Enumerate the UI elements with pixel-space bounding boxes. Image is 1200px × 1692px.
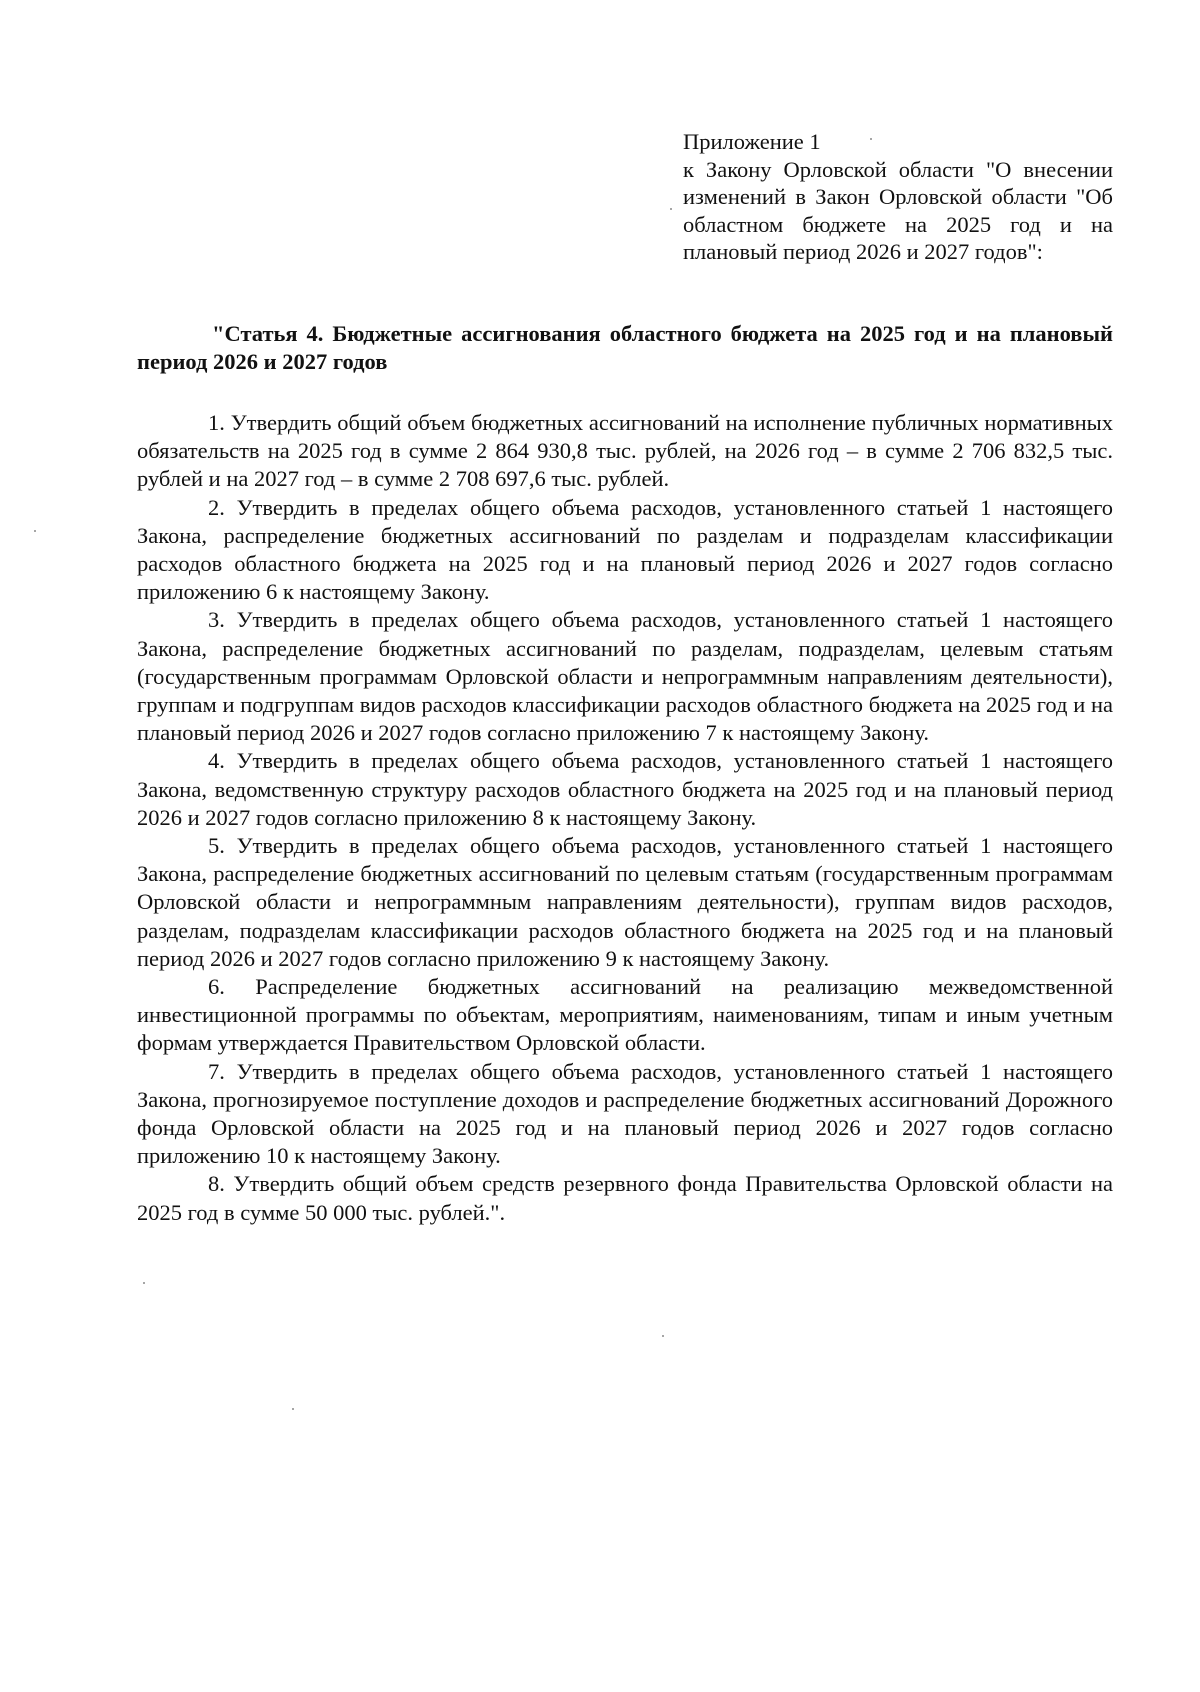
scan-speck bbox=[870, 138, 872, 140]
scan-speck bbox=[662, 1335, 664, 1337]
article-item-4: 4. Утвердить в пределах общего объема расходов, установленного статьей 1 настоящего Закона, ведомственную структуру расходов областного бюджета на 2025 год и на плановый период 2026 и 2027 годов согласно приложению 8 к настоящему Закону. bbox=[137, 748, 1113, 830]
article-block bbox=[137, 320, 1113, 1227]
article-item-6: 6. Распределение бюджетных ассигнований на реализацию межведомственной инвестиционной программы по объектам, мероприятиям, наименованиям, типам и иным учетным формам утверждается Правительством Орловской области. bbox=[137, 974, 1113, 1056]
scan-speck bbox=[292, 1408, 294, 1410]
scan-speck bbox=[34, 530, 36, 532]
article-item-2: 2. Утвердить в пределах общего объема расходов, установленного статьей 1 настоящего Закона, распределение бюджетных ассигнований по разделам и подразделам классификации расходов областного бюджета на 2025 год и на плановый период 2026 и 2027 годов согласно приложению 6 к настоящему Закону. bbox=[137, 494, 1113, 605]
article-item-7: 7. Утвердить в пределах общего объема расходов, установленного статьей 1 настоящего Закона, прогнозируемое поступление доходов и распределение бюджетных ассигнований Дорожного фонда Орловской области на 2025 год и на плановый период 2026 и 2027 годов согласно приложению 10 к настоящему Закону. bbox=[137, 1058, 1113, 1169]
attachment-text: к Закону Орловской области "О внесении изменений в Закон Орловской области "Об областном бюджете на 2025 год и на плановый период 2026 и 2027 годов": bbox=[683, 156, 1113, 264]
article-item-1: 1. Утвердить общий объем бюджетных ассигнований на исполнение публичных нормативных обязательств на 2025 год в сумме 2 864 930,8 тыс. рублей, на 2026 год – в сумме 2 706 832,5 тыс. рублей и на 2027 год – в сумме 2 708 697,6 тыс. рублей. bbox=[137, 410, 1113, 492]
article-heading: "Статья 4. Бюджетные ассигнования областного бюджета на 2025 год и на плановый период 2026 и 2027 годов bbox=[137, 321, 1113, 374]
article-items bbox=[137, 409, 1113, 1227]
attachment-block bbox=[683, 128, 1113, 266]
article-item-3: 3. Утвердить в пределах общего объема расходов, установленного статьей 1 настоящего Закона, распределение бюджетных ассигнований по разделам, подразделам, целевым статьям (государственным программам Орловской области и непрограммным направлениям деятельности), группам и подгруппам видов расходов классификации расходов областного бюджета на 2025 год и на плановый период 2026 и 2027 годов согласно приложению 7 к настоящему Закону. bbox=[137, 607, 1113, 746]
scan-speck bbox=[143, 1282, 145, 1284]
scan-speck bbox=[670, 208, 672, 210]
article-item-5: 5. Утвердить в пределах общего объема расходов, установленного статьей 1 настоящего Закона, распределение бюджетных ассигнований по целевым статьям (государственным программам Орловской области и непрограммным направлениям деятельности), группам видов расходов, разделам, подразделам классификации расходов областного бюджета на 2025 год и на плановый период 2026 и 2027 годов согласно приложению 9 к настоящему Закону. bbox=[137, 833, 1113, 971]
attachment-title: Приложение 1 bbox=[683, 129, 821, 154]
article-item-8: 8. Утвердить общий объем средств резервного фонда Правительства Орловской области на 2025 год в сумме 50 000 тыс. рублей.". bbox=[137, 1171, 1113, 1225]
